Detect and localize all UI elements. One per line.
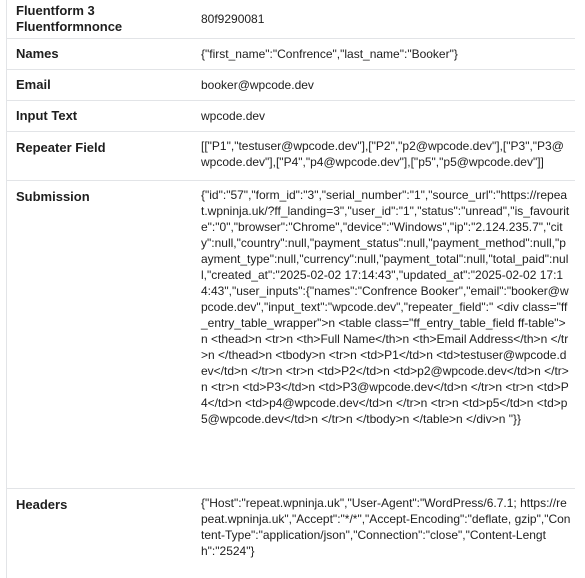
field-label-repeater-field: Repeater Field xyxy=(16,140,106,155)
field-label-email: Email xyxy=(16,77,51,92)
table-row xyxy=(7,489,575,571)
table-row xyxy=(7,181,575,489)
table-row xyxy=(7,0,575,39)
field-label-headers: Headers xyxy=(16,497,68,512)
table-row xyxy=(7,39,575,70)
field-value-input-text: wpcode.dev xyxy=(201,109,266,123)
field-value-email: booker@wpcode.dev xyxy=(201,78,314,92)
table-row xyxy=(7,132,575,181)
table-row xyxy=(7,70,575,101)
field-value-fluentform-nonce: 80f9290081 xyxy=(201,12,265,26)
field-label-fluentform-nonce: Fluentform 3 Fluentformnonce xyxy=(16,3,123,34)
field-value-headers: {"Host":"repeat.wpninja.uk","User-Agent":"WordPress/6.7.1; https://repeat.wpninja.uk","Accept":"*/*","Accept-Encoding":"deflate, gzip","Content-Type":"application/json","Connection":"close","Content-Length":"2524"} xyxy=(201,496,571,558)
table-row xyxy=(7,101,575,132)
field-value-submission: {"id":"57","form_id":"3","serial_number":"1","source_url":"https://repeat.wpninja.uk/?ff_landing=3","user_id":"1","status":"unread","is_favourite":"0","browser":"Chrome","device":"Windows","ip":"2.124.235.7","city":null,"country":null,"payment_status":null,"payment_method":null,"payment_type":null,"currency":null,"payment_total":null,"total_paid":null,"created_at":"2025-02-02 17:14:43","updated_at":"2025-02-02 17:14:43","user_inputs":{"names":"Confrence Booker","email":"booker@wpcode.dev","input_text":"wpcode.dev","repeater_field":" <div class="ff_entry_table_wrapper">n <table class="ff_entry_table_field ff-table">n <thead>n <tr>n <th>Full Name</th>n <th>Email Address</th>n </tr>n </thead>n <tbody>n <tr>n <td>P1</td>n <td>testuser@wpcode.dev</td>n </tr>n <tr>n <td>P2</td>n <td>p2@wpcode.dev</td>n </tr>n <tr>n <td>P3</td>n <td>P3@wpcode.dev</td>n </tr>n <tr>n <td>P4</td>n <td>p4@wpcode.dev</td>n </tr>n <tr>n <td>p5</td>n <td>p5@wpcode.dev</td>n </tr>n </tbody>n </table>n </div>n "}} xyxy=(201,188,570,426)
field-label-submission: Submission xyxy=(16,189,90,204)
field-value-names: {"first_name":"Confrence","last_name":"Booker"} xyxy=(201,47,458,61)
field-label-input-text: Input Text xyxy=(16,108,78,123)
field-value-repeater-field: [["P1","testuser@wpcode.dev"],["P2","p2@wpcode.dev"],["P3","P3@wpcode.dev"],["P4","p4@wpcode.dev"],["p5","p5@wpcode.dev"]] xyxy=(201,139,564,169)
entry-details-table xyxy=(6,0,575,578)
field-label-names: Names xyxy=(16,46,59,61)
